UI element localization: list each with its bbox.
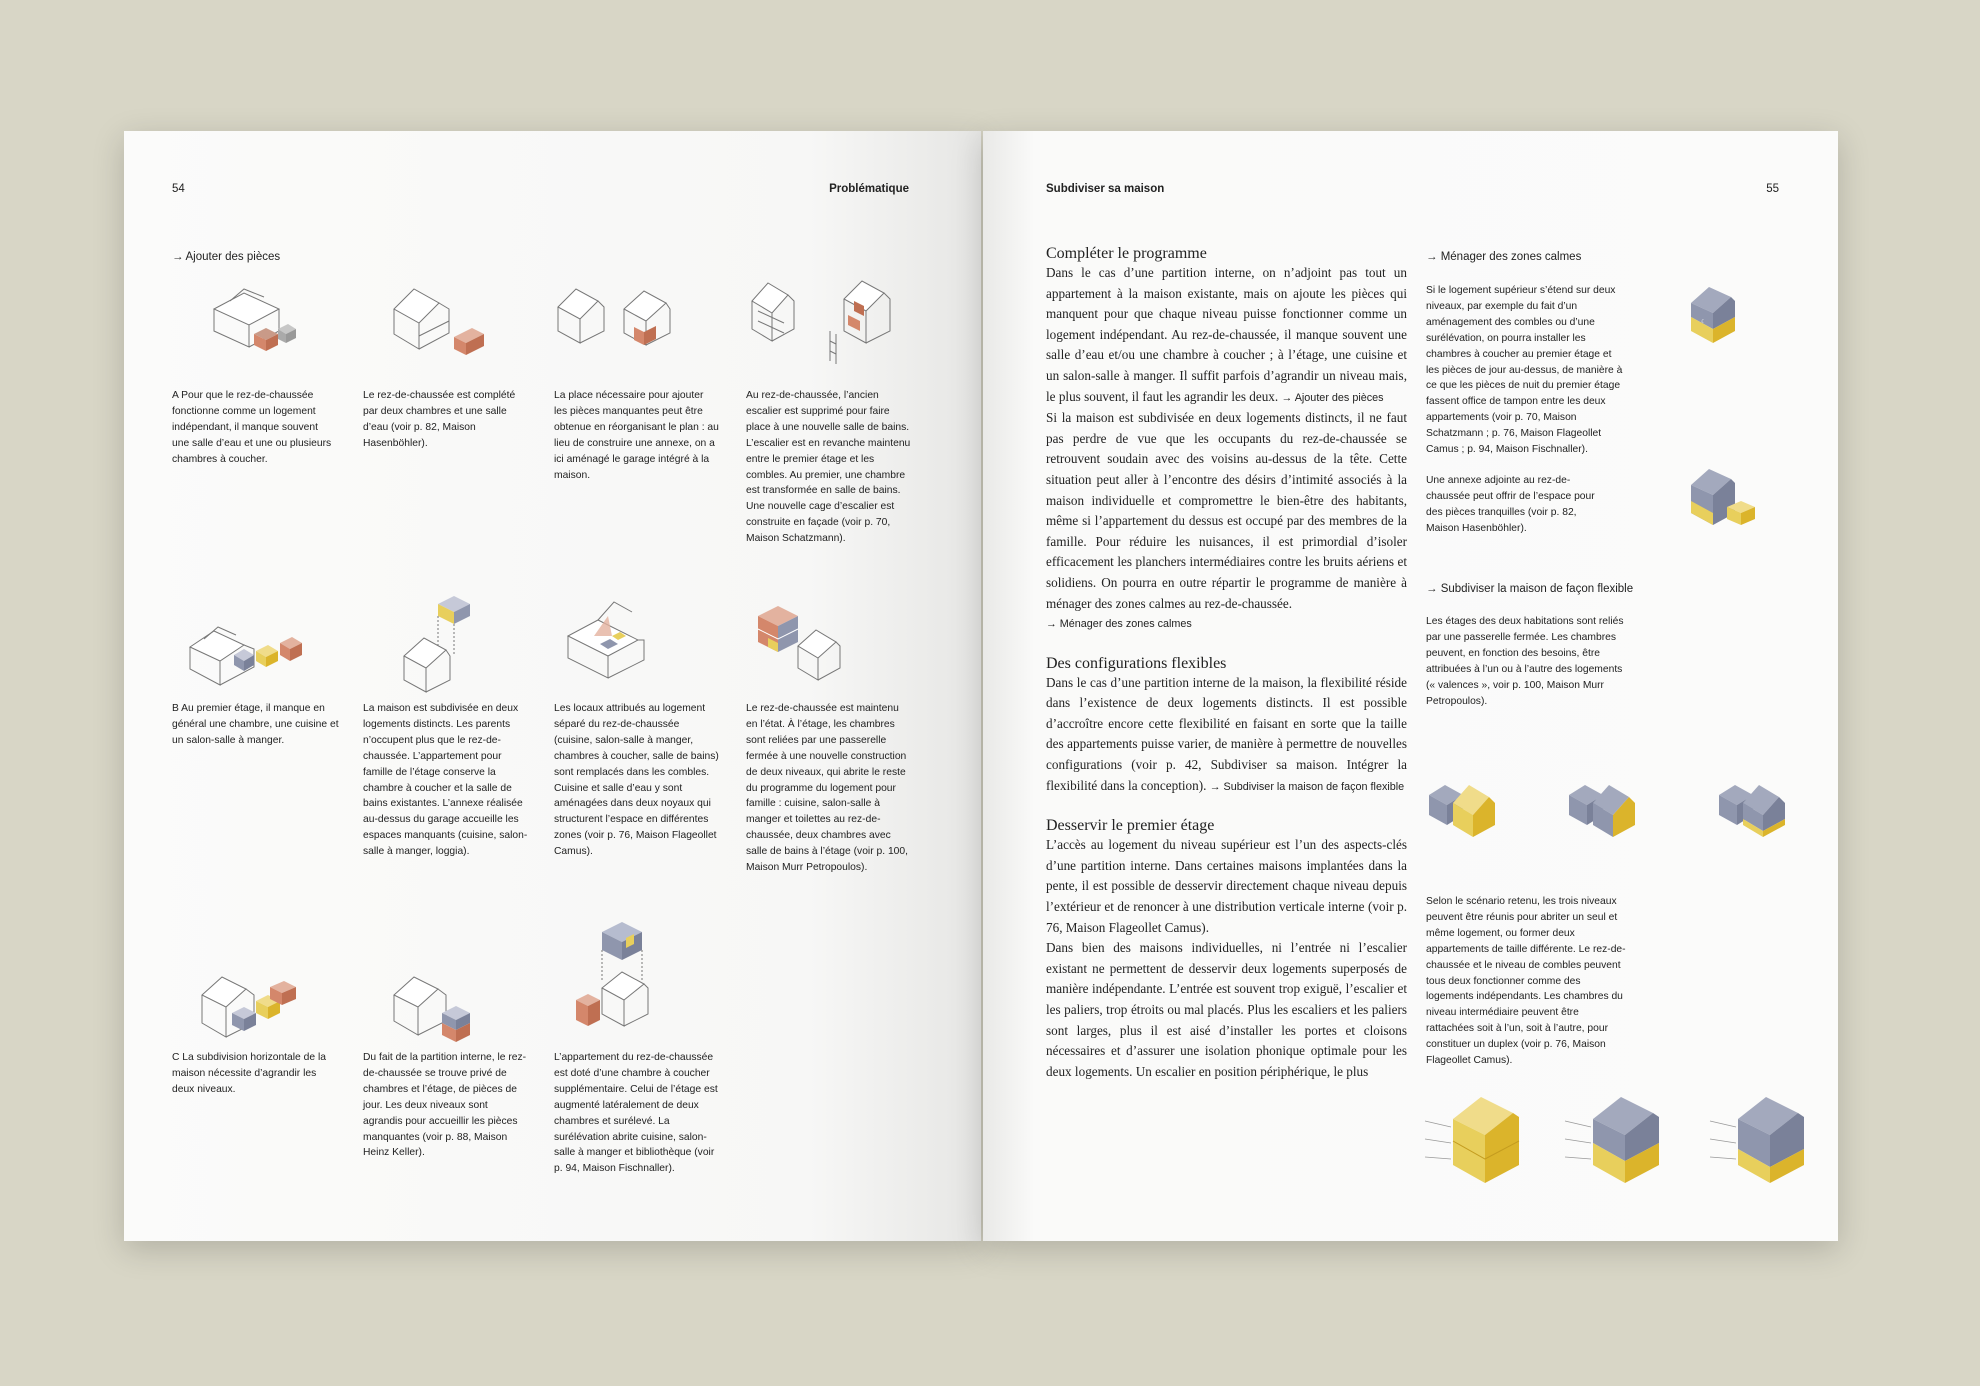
diagram-b1 — [184, 611, 324, 696]
arrow-icon: → — [1426, 583, 1438, 595]
section-label-ajouter — [172, 251, 280, 263]
diagram-flex-6 — [1708, 1091, 1828, 1191]
caption-a2: Le rez-de-chaussée est complété par deux chambres et une salle d’eau (voir p. 82, Maison Hasenböhler). — [363, 390, 516, 449]
sidebar-label-zones-calmes: → Ménager des zones calmes — [1426, 251, 1582, 263]
section-body-completer — [1046, 263, 1407, 635]
diagram-flex-1 — [1423, 771, 1523, 841]
arrow-icon: → — [172, 251, 184, 263]
diagram-calm-2 — [1683, 461, 1783, 531]
caption-a4: Au rez-de-chaussée, l’ancien escalier est supprimé pour faire place à une nouvelle salle de bains. L’escalier est en revanche maintenu entre le premier étage et les combles. Au premier, une chambre est transformée en salle de bains. Une nouvelle cage d’escalier est construite en façade (voir p. 70, Maison Schatzmann). — [746, 390, 911, 545]
paragraph: Dans bien des maisons individuelles, ni l’entrée ni l’escalier existant ne permettent de desservir deux logements superposés de manière indépendante. L’entrée est souvent trop exiguë, l’escalier et les paliers, trop étroits ou mal placés. Plus les escaliers et les paliers sont larges, plus il est aisé d’installer les portes et cloisons nécessaires et d’assurer une isolation phonique optimale pour les deux logements. Un escalier en position périphérique, le plus — [1046, 940, 1407, 1079]
caption-b2: La maison est subdivisée en deux logements distincts. Les parents n’occupent plus que le rez-de-chaussée. L’appartement pour famille de l’étage conserve la chambre à coucher et la salle de bains existantes. L’annexe réalisée au-dessus du garage accueille les espaces manquants (cuisine, salon-salle à manger, loggia). — [363, 703, 528, 858]
diagram-flex-2 — [1563, 771, 1663, 841]
diagram-flex-5 — [1563, 1091, 1683, 1191]
right-folio: 55 — [1766, 183, 1779, 195]
section-label-text: Ajouter des pièces — [185, 251, 281, 263]
diagram-b2 — [394, 586, 494, 706]
paragraph: Si la maison est subdivisée en deux logements distincts, il ne faut pas perdre de vue que les occupants du rez-de-chaussée se retrouvent soudain avec des voisins au-dessus de la tête. Cette situation peut aller à l’encontre des désirs d’intimité associés à la maison individuelle et compromettre le bien-être des habitants, même si l’appartement du dessus est occupé par des membres de la famille. Pour réduire les nuisances, il est primordial d’isoler efficacement les planchers intermédiaires contre les bruits aériens et solidiens. On pourra en outre répartir le programme de manière à ménager des zones calmes au rez-de-chaussée. — [1046, 410, 1407, 611]
section-title-completer: Compléter le programme — [1046, 245, 1207, 262]
sidebar-text-1: Si le logement supérieur s’étend sur deux niveaux, par exemple du fait d’un aménagement des combles ou d’une surélévation, on pourra installer les chambres à coucher au premier étage et les pièces de jour au-dessus, de manière à ce que les pièces de nuit du premier étage fassent office de tampon entre les deux appartements (voir p. 70, Maison Schatzmann ; p. 76, Maison Flageollet Camus ; p. 94, Maison Fischnaller). — [1426, 285, 1623, 456]
cross-ref[interactable]: → Ménager des zones calmes — [1046, 618, 1192, 631]
sidebar-text-3: Les étages des deux habitations sont reliés par une passerelle fermée. Les chambres peuvent, en fonction des besoins, être attribuées à l’un ou à l’autre des logements (« valences », voir p. 100, Maison Murr Petropoulos). — [1426, 616, 1624, 707]
arrow-icon: → — [1426, 251, 1438, 263]
left-running-head: Problématique — [829, 183, 909, 195]
caption-b3: Les locaux attribués au logement séparé du rez-de-chaussée (cuisine, salon-salle à manger, chambres à coucher, salle de bains) sont remplacés dans les combles. Cuisine et salle d’eau y sont aménagées dans deux noyaux qui structurent l’espace en différentes zones (voir p. 76, Maison Flageollet Camus). — [554, 703, 719, 858]
section-title-desservir: Desservir le premier étage — [1046, 817, 1215, 835]
cross-ref[interactable]: → Ajouter des pièces — [1281, 391, 1384, 404]
caption-c1: C La subdivision horizontale de la maison nécessite d’agrandir les deux niveaux. — [172, 1052, 326, 1095]
section-body-configurations — [1046, 673, 1407, 798]
paragraph: Dans le cas d’une partition interne, on n’adjoint pas tout un appartement à la maison existante, mais on ajoute les pièces qui manquent pour que chaque niveau puisse fonctionner comme un logement indépendant. Au rez-de-chaussée, il manque souvent une salle d’eau et/ou une chambre à coucher ; à l’étage, une cuisine et un salon-salle à manger. Il suffit parfois d’agrandir un niveau mais, le plus souvent, il faut les agrandir les deux. → Ajouter des pièces — [1046, 265, 1407, 404]
main-column — [1046, 245, 1407, 1082]
sidebar-label-flexible: → Subdiviser la maison de façon flexible — [1426, 583, 1634, 595]
diagram-c3 — [572, 916, 692, 1056]
right-running-head: Subdiviser sa maison — [1046, 183, 1165, 195]
svg-text:☾: ☾ — [1701, 319, 1706, 325]
caption-a1: A Pour que le rez-de-chaussée fonctionne comme un logement indépendant, il manque souvent une salle d’eau et une ou plusieurs chambres à coucher. — [172, 390, 332, 465]
diagram-a4 — [744, 271, 924, 371]
diagram-flex-4 — [1423, 1091, 1543, 1191]
caption-b1: B Au premier étage, il manque en général une chambre, une cuisine et un salon-salle à manger. — [172, 703, 339, 746]
section-body-desservir — [1046, 835, 1407, 1082]
left-folio: 54 — [172, 183, 185, 195]
caption-c2: Du fait de la partition interne, le rez-de-chaussée se trouve privé de chambres et l’étage, de pièces de jour. Les deux niveaux sont agrandis pour accueillir les pièces manquantes (voir p. 88, Maison Heinz Keller). — [363, 1052, 527, 1159]
paragraph: L’accès au logement du niveau supérieur est l’un des aspects-clés d’une partition interne. Dans certaines maisons implantées dans la pente, il est possible de desservir directement chaque niveau depuis l’extérieur et de renoncer à une distribution verticale interne (voir p. 76, Maison Flageollet Camus). — [1046, 837, 1407, 935]
caption-a3: La place nécessaire pour ajouter les pièces manquantes peut être obtenue en réorganisant le plan : au lieu de construire une annexe, on a ici aménagé le garage intégré à la maison. — [554, 390, 719, 481]
diagram-a3 — [552, 279, 682, 364]
diagram-a2 — [384, 279, 504, 364]
paragraph: Dans le cas d’une partition interne de la maison, la flexibilité réside dans l’existence de deux logements distincts. Il est possible d’accroître encore cette flexibilité en faisant en sorte que la taille des appartements puisse varier, de manière à permettre de nouvelles configurations (voir p. 42, Subdiviser sa maison. Intégrer la flexibilité dans la conception). → Subdiviser la maison de façon flexible — [1046, 674, 1407, 793]
caption-c3: L’appartement du rez-de-chaussée est doté d’une chambre à coucher supplémentaire. Celui de l’étage est augmenté latéralement de deux chambres et surélevé. La surélévation abrite cuisine, salon-salle à manger et bibliothèque (voir p. 94, Maison Fischnaller). — [554, 1052, 718, 1175]
left-page — [124, 131, 981, 1241]
right-page — [983, 131, 1838, 1241]
sidebar-text-4: Selon le scénario retenu, les trois niveaux peuvent être réunis pour abriter un seul et même logement, ou former deux appartements de taille différente. Le rez-de-chaussée et le niveau de combles peuvent tous deux fonctionner comme des logements indépendants. Les chambres du niveau intermédiaire peuvent être rattachées soit à l’un, soit à l’autre, pour constituer un duplex (voir p. 76, Maison Flageollet Camus). — [1426, 896, 1626, 1067]
diagram-b4 — [754, 596, 874, 706]
cross-ref[interactable]: → Subdiviser la maison de façon flexible — [1209, 780, 1405, 793]
diagram-calm-1 — [1683, 279, 1763, 349]
sidebar-text-2: Une annexe adjointe au rez-de-chaussée peut offrir de l’espace pour des pièces tranquilles (voir p. 82, Maison Hasenböhler). — [1426, 475, 1595, 534]
caption-b4: Le rez-de-chaussée est maintenu en l’état. À l’étage, les chambres sont reliées par une passerelle fermée à une nouvelle construction de deux niveaux, qui abrite le reste du programme du logement pour famille : cuisine, salon-salle à manger et toilettes au rez-de-chaussée, deux chambres avec salle de bains à l’étage (voir p. 100, Maison Murr Petropoulos). — [746, 703, 908, 874]
diagram-flex-3 — [1713, 771, 1813, 841]
diagram-a1 — [204, 279, 314, 359]
diagram-b3 — [554, 596, 674, 706]
diagram-c2 — [386, 961, 506, 1056]
diagram-c1 — [194, 961, 324, 1056]
section-title-configurations: Des configurations flexibles — [1046, 654, 1227, 672]
